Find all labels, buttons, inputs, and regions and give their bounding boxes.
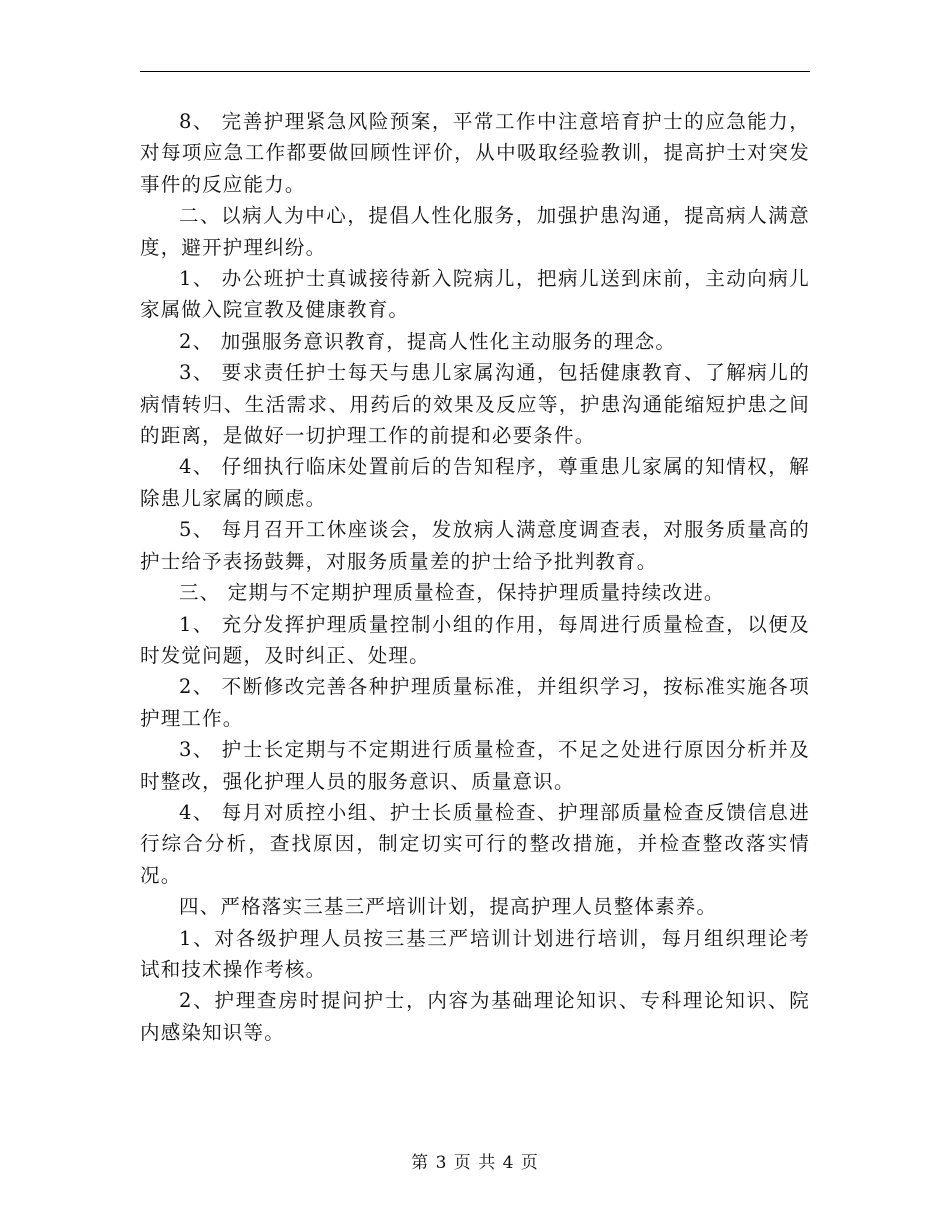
- paragraph: 三、 定期与不定期护理质量检查，保持护理质量持续改进。: [179, 581, 725, 605]
- paragraph: 2、护理查房时提问护士，内容为基础理论知识、专科理论知识、院内感染知识等。: [140, 989, 810, 1044]
- paragraph: 3、 护士长定期与不定期进行质量检查，不足之处进行原因分析并及时整改，强化护理人员的服务意识、质量意识。: [140, 738, 810, 793]
- paragraph: 2、 不断修改完善各种护理质量标准，并组织学习，按标准实施各项护理工作。: [140, 675, 810, 730]
- paragraph: 四、严格落实三基三严培训计划，提高护理人员整体素养。: [179, 895, 718, 919]
- page-number-footer: 第 3 页 共 4 页: [411, 1153, 539, 1173]
- paragraph: 1、 办公班护士真诚接待新入院病儿，把病儿送到床前，主动向病儿家属做入院宣教及健康教育。: [140, 267, 810, 322]
- paragraph: 3、 要求责任护士每天与患儿家属沟通，包括健康教育、了解病儿的病情转归、生活需求、用药后的效果及反应等，护患沟通能缩短护患之间的距离，是做好一切护理工作的前提和必要条件。: [140, 361, 810, 448]
- paragraph: 1、对各级护理人员按三基三严培训计划进行培训，每月组织理论考试和技术操作考核。: [140, 926, 810, 981]
- document-body: [140, 106, 810, 1048]
- paragraph: 5、 每月召开工休座谈会，发放病人满意度调查表，对服务质量高的护士给予表扬鼓舞，对服务质量差的护士给予批判教育。: [140, 518, 810, 573]
- paragraph: 二、以病人为中心，提倡人性化服务，加强护患沟通，提高病人满意度，避开护理纠纷。: [140, 204, 810, 259]
- paragraph: 4、 仔细执行临床处置前后的告知程序，尊重患儿家属的知情权，解除患儿家属的顾虑。: [140, 455, 810, 510]
- paragraph: 2、 加强服务意识教育，提高人性化主动服务的理念。: [179, 329, 677, 353]
- header-rule: [140, 71, 810, 72]
- paragraph: 8、 完善护理紧急风险预案，平常工作中注意培育护士的应急能力，对每项应急工作都要做回顾性评价，从中吸取经验教训，提高护士对突发事件的反应能力。: [140, 110, 810, 196]
- paragraph: 1、 充分发挥护理质量控制小组的作用，每周进行质量检查，以便及时发觉问题，及时纠正、处理。: [140, 612, 810, 667]
- paragraph: 4、 每月对质控小组、护士长质量检查、护理部质量检查反馈信息进行综合分析，查找原因，制定切实可行的整改措施，并检查整改落实情况。: [140, 800, 810, 887]
